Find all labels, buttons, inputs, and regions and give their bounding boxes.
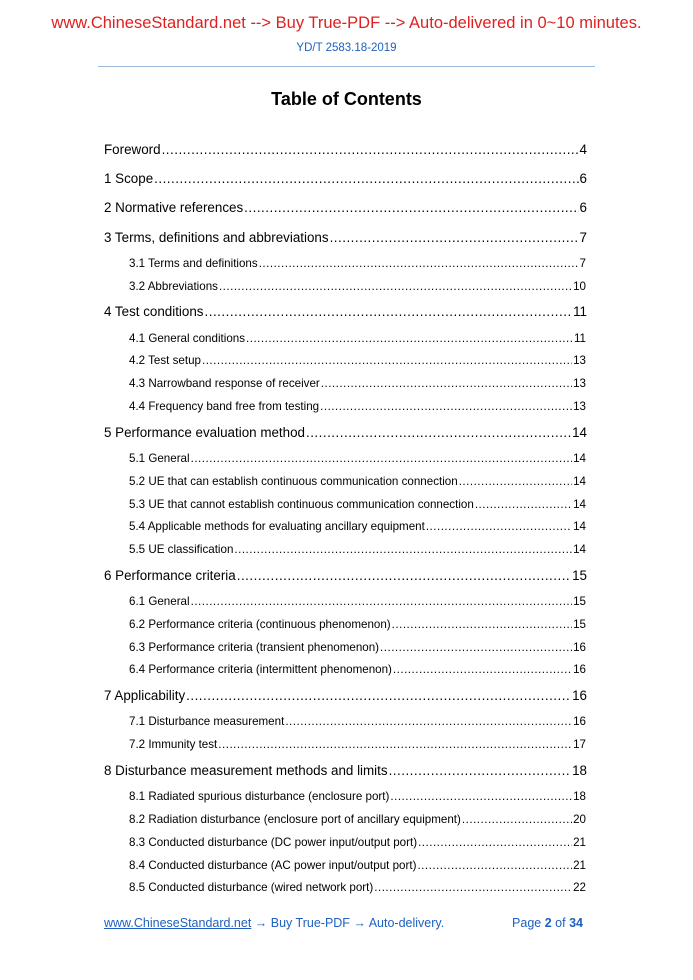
toc-leader-dots xyxy=(244,200,578,215)
toc-entry-title: 5.2 UE that can establish continuous communication connection xyxy=(129,474,458,488)
toc-entry-title: 7.1 Disturbance measurement xyxy=(129,715,285,729)
toc-entry-page: 15 xyxy=(572,567,587,583)
toc-entry-title: 4 Test conditions xyxy=(104,304,204,320)
toc-entry-page: 18 xyxy=(573,790,586,804)
toc-entry-title: 6.3 Performance criteria (transient phenomenon) xyxy=(129,640,380,654)
toc-entry-page: 13 xyxy=(573,399,586,413)
toc-entry[interactable] xyxy=(129,520,586,543)
toc-entry-title: 3.1 Terms and definitions xyxy=(129,256,258,270)
page-of: of xyxy=(555,916,566,930)
toc-leader-dots xyxy=(219,280,572,293)
toc-entry-title: 5.3 UE that cannot establish continuous communication connection xyxy=(129,497,474,511)
toc-entry-page: 4 xyxy=(579,142,587,157)
toc-entry-title: 6.4 Performance criteria (intermittent phenomenon) xyxy=(129,663,392,677)
toc-leader-dots xyxy=(475,498,572,511)
toc-entry-page: 7 xyxy=(579,229,587,245)
page-current: 2 xyxy=(544,916,552,930)
toc-entry-page: 6 xyxy=(579,171,587,187)
toc-entry-title: 4.1 General conditions xyxy=(129,331,246,345)
toc-entry[interactable] xyxy=(129,543,586,566)
toc-entry-page: 21 xyxy=(573,835,586,849)
toc-entry-title: Foreword xyxy=(104,142,161,157)
toc-entry[interactable] xyxy=(129,618,586,641)
toc-entry-page: 13 xyxy=(573,377,586,391)
toc-entry[interactable] xyxy=(129,332,586,355)
toc-entry-page: 15 xyxy=(573,595,586,609)
toc-entry-title: 7 Applicability xyxy=(104,688,186,704)
toc-entry-title: 8.1 Radiated spurious disturbance (enclosure port) xyxy=(129,790,390,804)
toc-entry-page: 14 xyxy=(573,474,586,488)
toc-entry-page: 14 xyxy=(573,520,586,534)
toc-entry-page: 11 xyxy=(573,331,586,345)
toc-leader-dots xyxy=(320,400,572,413)
toc-entry[interactable] xyxy=(104,140,587,169)
toc-leader-dots xyxy=(426,520,572,533)
toc-leader-dots xyxy=(246,332,573,345)
toc-entry[interactable] xyxy=(129,663,586,686)
toc-entry-page: 16 xyxy=(572,688,587,704)
toc-leader-dots xyxy=(186,688,571,703)
toc-leader-dots xyxy=(380,641,572,654)
toc-entry-page: 14 xyxy=(573,497,586,511)
toc-entry-page: 7 xyxy=(579,256,586,270)
toc-entry-title: 5.4 Applicable methods for evaluating ancillary equipment xyxy=(129,520,425,534)
page-label: Page xyxy=(512,916,542,930)
footer-tagline: → Buy True-PDF → Auto-delivery. xyxy=(251,916,445,930)
footer-website-link[interactable]: www.ChineseStandard.net xyxy=(104,916,252,930)
toc-entry[interactable] xyxy=(129,498,586,521)
toc-entry-page: 13 xyxy=(573,354,586,368)
toc-entry-page: 14 xyxy=(573,543,586,557)
toc-entry-title: 2 Normative references xyxy=(104,200,244,216)
toc-entry[interactable] xyxy=(104,761,587,790)
toc-leader-dots xyxy=(459,475,572,488)
toc-entry-page: 11 xyxy=(573,304,587,320)
toc-entry-title: 8 Disturbance measurement methods and limits xyxy=(104,763,388,779)
toc-entry-page: 20 xyxy=(573,813,586,827)
toc-entry-title: 6.2 Performance criteria (continuous phenomenon) xyxy=(129,617,391,631)
toc-entry[interactable] xyxy=(129,354,586,377)
toc-entry-page: 14 xyxy=(573,451,586,465)
toc-entry-page: 16 xyxy=(573,640,586,654)
standard-number: YD/T 2583.18-2019 xyxy=(296,42,397,54)
toc-entry-title: 3 Terms, definitions and abbreviations xyxy=(104,229,329,245)
page-total: 34 xyxy=(569,916,583,930)
toc-entry[interactable] xyxy=(104,423,587,452)
toc-entry-page: 16 xyxy=(573,663,586,677)
toc-entry-page: 14 xyxy=(572,424,587,440)
toc-leader-dots xyxy=(462,813,572,826)
toc-entry-title: 4.4 Frequency band free from testing xyxy=(129,399,320,413)
toc-leader-dots xyxy=(393,663,572,676)
toc-entry-title: 5.1 General xyxy=(129,451,190,465)
toc-leader-dots xyxy=(321,377,572,390)
toc-entry[interactable] xyxy=(129,715,586,738)
toc-entry-title: 8.3 Conducted disturbance (DC power input/output port) xyxy=(129,835,418,849)
toc-leader-dots xyxy=(330,230,579,245)
toc-leader-dots xyxy=(306,425,571,440)
toc-leader-dots xyxy=(202,354,572,367)
toc-entry[interactable] xyxy=(129,280,586,303)
toc-entry-title: 6 Performance criteria xyxy=(104,567,236,583)
toc-leader-dots xyxy=(154,171,578,186)
toc-leader-dots xyxy=(392,618,572,631)
toc-leader-dots xyxy=(418,836,572,849)
toc-entry[interactable] xyxy=(129,738,586,761)
page-indicator xyxy=(512,916,583,930)
toc-leader-dots xyxy=(417,859,572,872)
toc-entry-title: 5 Performance evaluation method xyxy=(104,424,305,440)
toc-entry[interactable] xyxy=(104,169,587,198)
toc-entry[interactable] xyxy=(129,400,586,423)
toc-entry-page: 10 xyxy=(573,279,586,293)
toc-entry-page: 6 xyxy=(579,200,587,216)
toc-leader-dots xyxy=(390,790,572,803)
toc-entry[interactable] xyxy=(104,686,587,715)
toc-leader-dots xyxy=(389,763,572,778)
toc-entry[interactable] xyxy=(129,813,586,836)
toc-entry[interactable] xyxy=(129,836,586,859)
toc-entry[interactable] xyxy=(129,881,586,904)
toc-entry[interactable] xyxy=(104,566,587,595)
toc-entry-title: 1 Scope xyxy=(104,171,154,187)
toc-leader-dots xyxy=(191,452,573,465)
toc-entry[interactable] xyxy=(104,302,587,331)
toc-entry[interactable] xyxy=(129,475,586,498)
toc-leader-dots xyxy=(218,738,572,751)
toc-entry[interactable] xyxy=(129,377,586,400)
toc-entry[interactable] xyxy=(104,198,587,227)
table-of-contents xyxy=(104,140,587,904)
toc-leader-dots xyxy=(237,568,571,583)
header-divider xyxy=(98,66,595,67)
top-banner[interactable]: www.ChineseStandard.net --> Buy True-PDF --> Auto-delivered in 0~10 minutes. xyxy=(51,14,642,32)
toc-leader-dots xyxy=(205,304,573,319)
toc-entry-title: 3.2 Abbreviations xyxy=(129,279,218,293)
footer xyxy=(104,916,587,930)
toc-entry-title: 4.2 Test setup xyxy=(129,354,201,368)
toc-leader-dots xyxy=(191,595,573,608)
toc-entry-page: 17 xyxy=(573,738,586,752)
toc-entry[interactable] xyxy=(129,257,586,280)
toc-entry[interactable] xyxy=(129,641,586,664)
toc-entry-page: 21 xyxy=(573,858,586,872)
toc-entry-page: 16 xyxy=(573,715,586,729)
page-title: Table of Contents xyxy=(271,89,422,109)
toc-leader-dots xyxy=(162,142,579,157)
toc-entry-title: 6.1 General xyxy=(129,595,190,609)
toc-entry[interactable] xyxy=(129,452,586,475)
toc-entry-title: 4.3 Narrowband response of receiver xyxy=(129,377,320,391)
toc-entry-title: 7.2 Immunity test xyxy=(129,738,218,752)
toc-entry-title: 8.4 Conducted disturbance (AC power input/output port) xyxy=(129,858,417,872)
toc-entry-title: 8.5 Conducted disturbance (wired network port) xyxy=(129,881,374,895)
toc-entry-page: 18 xyxy=(572,763,587,779)
toc-leader-dots xyxy=(259,257,579,270)
toc-entry[interactable] xyxy=(129,859,586,882)
toc-entry-title: 5.5 UE classification xyxy=(129,543,234,557)
toc-leader-dots xyxy=(234,543,572,556)
toc-leader-dots xyxy=(374,881,572,894)
toc-entry[interactable] xyxy=(129,595,586,618)
toc-leader-dots xyxy=(285,715,572,728)
toc-entry[interactable] xyxy=(104,228,587,257)
toc-entry-title: 8.2 Radiation disturbance (enclosure port of ancillary equipment) xyxy=(129,813,461,827)
toc-entry[interactable] xyxy=(129,790,586,813)
toc-entry-page: 15 xyxy=(573,617,586,631)
toc-entry-page: 22 xyxy=(573,881,586,895)
